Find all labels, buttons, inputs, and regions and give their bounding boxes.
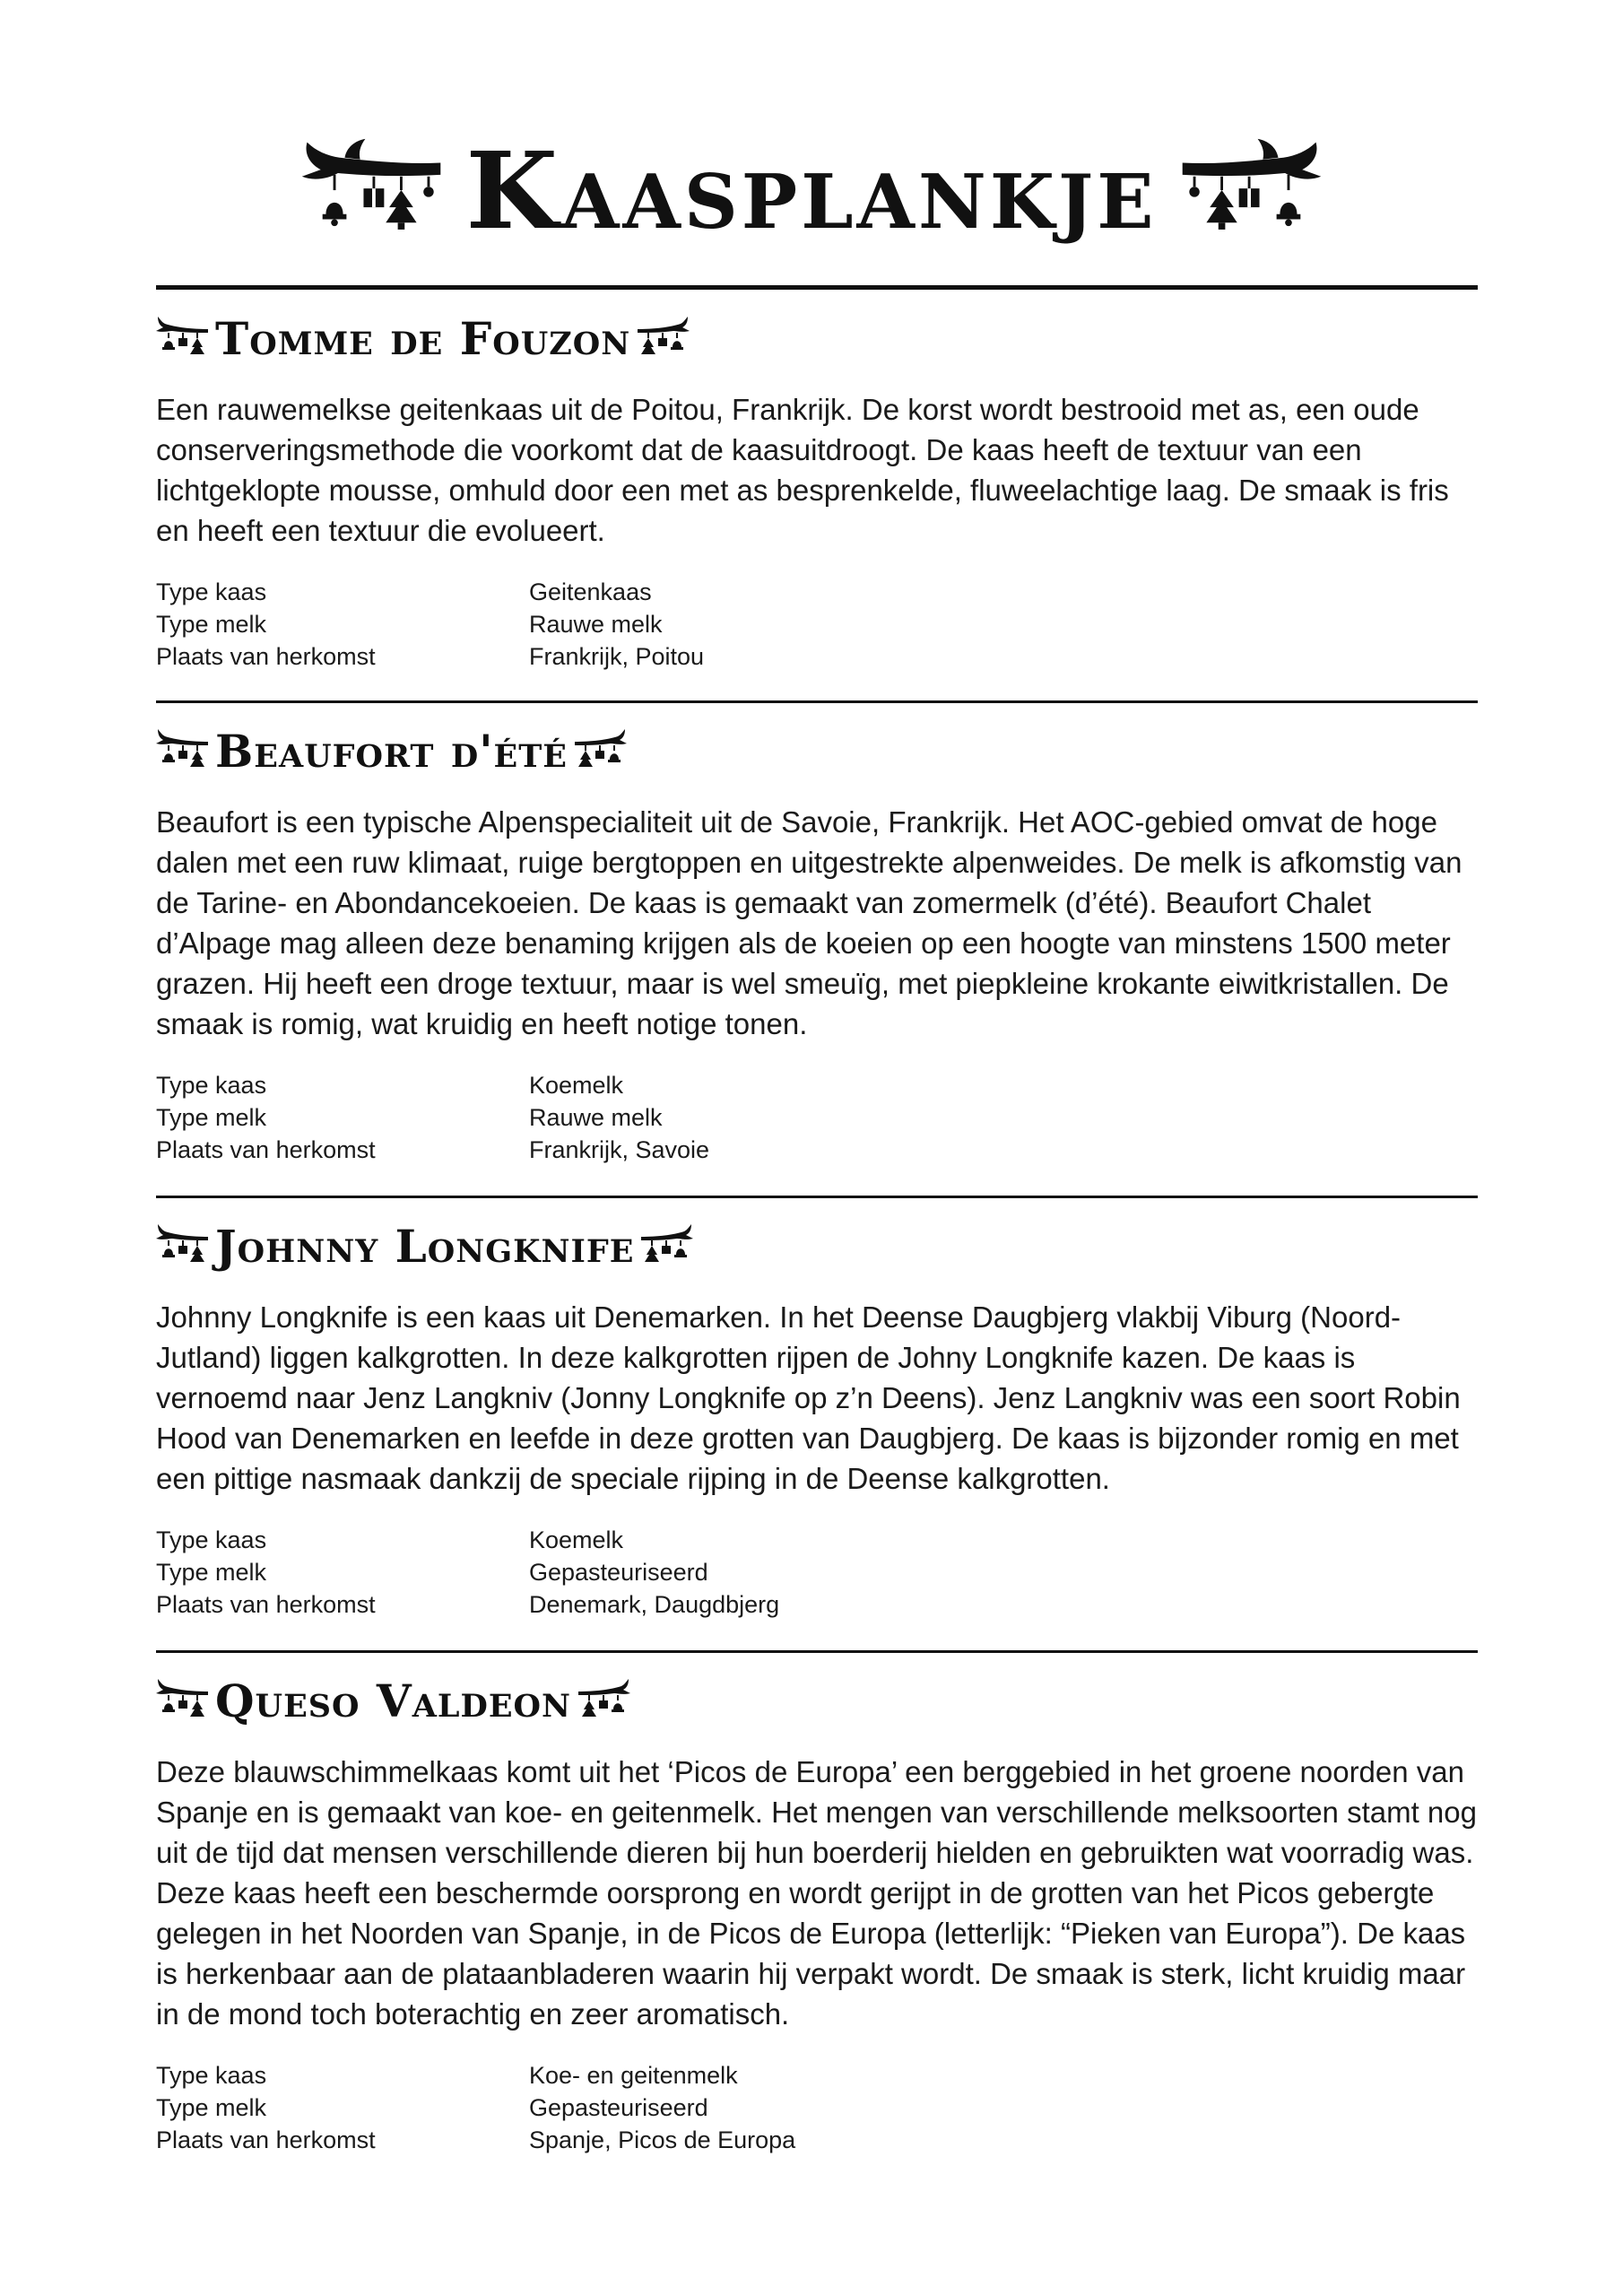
title-divider	[156, 285, 1478, 290]
fact-value: Rauwe melk	[529, 611, 663, 638]
cheese-heading	[156, 714, 1478, 789]
fact-label: Type kaas	[156, 578, 267, 605]
cheese-section	[156, 1664, 1478, 2156]
fact-value: Denemark, Daugdbjerg	[529, 1591, 780, 1618]
cheese-name: Tomme de Fouzon	[215, 312, 631, 365]
cheese-section	[156, 1209, 1478, 1621]
fact-label: Plaats van herkomst	[156, 1591, 376, 1618]
fact-label: Type kaas	[156, 2062, 267, 2089]
cheese-section	[156, 714, 1478, 1166]
cheese-facts	[156, 1069, 1478, 1166]
fact-label: Type melk	[156, 1104, 267, 1131]
fact-row	[156, 2124, 1478, 2156]
fact-value: Spanje, Picos de Europa	[529, 2126, 796, 2153]
antler-ornaments-icon	[156, 1679, 210, 1724]
fact-label: Type melk	[156, 611, 267, 638]
fact-row	[156, 640, 1478, 673]
title-row	[0, 115, 1623, 267]
cheese-facts	[156, 2059, 1478, 2156]
cheese-description: Johnny Longknife is een kaas uit Denemarken. In het Deense Daugbjerg vlakbij Viburg (Noord-Jutland) liggen kalkgrotten. In deze kalkgrotten rijpen de Johny Longknife kazen. De kaas is vernoemd naar Jenz Langkniv (Jonny Longknife op z’n Deens). Jenz Langkniv was een soort Robin Hood van Denemarken en leefde in deze grotten van Daugbjerg. De kaas is bijzonder romig en met een pittige nasmaak dankzij de speciale rijping in de Deense kalkgrotten.	[156, 1300, 1461, 1495]
antler-ornaments-icon	[295, 135, 449, 247]
fact-label: Type melk	[156, 1559, 267, 1586]
fact-value: Koemelk	[529, 1526, 624, 1553]
fact-label: Type kaas	[156, 1526, 267, 1553]
antler-ornaments-icon	[636, 317, 690, 361]
cheese-name: Beaufort d'été	[215, 725, 568, 778]
fact-value: Gepasteuriseerd	[529, 1559, 708, 1586]
fact-row	[156, 1588, 1478, 1621]
fact-row	[156, 1556, 1478, 1588]
section-divider	[156, 1650, 1478, 1653]
antler-ornaments-icon	[156, 729, 210, 774]
fact-value: Frankrijk, Poitou	[529, 643, 705, 670]
fact-row	[156, 608, 1478, 640]
antler-ornaments-icon	[156, 1224, 210, 1269]
antler-ornaments-icon	[1174, 135, 1328, 247]
cheese-section	[156, 301, 1478, 673]
fact-row	[156, 1524, 1478, 1556]
cheese-facts	[156, 1524, 1478, 1621]
fact-label: Type melk	[156, 2094, 267, 2121]
fact-value: Koemelk	[529, 1072, 624, 1099]
fact-row	[156, 576, 1478, 608]
cheese-description: Een rauwemelkse geitenkaas uit de Poitou, Frankrijk. De korst wordt bestrooid met as, een oude conserveringsmethode die voorkomt dat de kaasuitdroogt. De kaas heeft de textuur van een lichtgeklopte mousse, omhuld door een met as besprenkelde, fluweelachtige laag. De smaak is fris en heeft een textuur die evolueert.	[156, 393, 1449, 547]
antler-ornaments-icon	[573, 729, 627, 774]
cheese-facts	[156, 576, 1478, 673]
page-title: Kaasplankje	[465, 128, 1158, 253]
fact-row	[156, 1101, 1478, 1134]
cheese-description: Beaufort is een typische Alpenspecialiteit uit de Savoie, Frankrijk. Het AOC-gebied omvat de hoge dalen met een ruw klimaat, ruige bergtoppen en uitgestrekte alpenweides. De melk is afkomstig van de Tarine- en Abondancekoeien. De kaas is gemaakt van zomermelk (d’été). Beaufort Chalet d’Alpage mag alleen deze benaming krijgen als de koeien op een hoogte van minstens 1500 meter grazen. Hij heeft een droge textuur, maar is wel smeuïg, met piepkleine krokante eiwitkristallen. De smaak is romig, wat kruidig en heeft notige tonen.	[156, 805, 1462, 1040]
cheese-heading	[156, 1664, 1478, 1739]
cheese-name: Johnny Longknife	[215, 1220, 635, 1273]
antler-ornaments-icon	[577, 1679, 630, 1724]
fact-row	[156, 1134, 1478, 1166]
fact-label: Plaats van herkomst	[156, 1136, 376, 1163]
fact-value: Gepasteuriseerd	[529, 2094, 708, 2121]
cheese-heading	[156, 301, 1478, 377]
fact-value: Frankrijk, Savoie	[529, 1136, 710, 1163]
fact-value: Koe- en geitenmelk	[529, 2062, 738, 2089]
fact-label: Type kaas	[156, 1072, 267, 1099]
fact-label: Plaats van herkomst	[156, 2126, 376, 2153]
antler-ornaments-icon	[156, 317, 210, 361]
fact-row	[156, 1069, 1478, 1101]
section-divider	[156, 700, 1478, 703]
cheese-heading	[156, 1209, 1478, 1284]
fact-label: Plaats van herkomst	[156, 643, 376, 670]
fact-value: Geitenkaas	[529, 578, 652, 605]
antler-ornaments-icon	[639, 1224, 693, 1269]
fact-row	[156, 2059, 1478, 2092]
section-divider	[156, 1196, 1478, 1198]
fact-value: Rauwe melk	[529, 1104, 663, 1131]
fact-row	[156, 2092, 1478, 2124]
cheese-description: Deze blauwschimmelkaas komt uit het ‘Picos de Europa’ een berggebied in het groene noorden van Spanje en is gemaakt van koe- en geitenmelk. Het mengen van verschillende melksoorten stamt nog uit de tijd dat mensen verschillende dieren bij hun boerderij hielden en gebruikten wat voorradig was. Deze kaas heeft een beschermde oorsprong en wordt gerijpt in de grotten van het Picos gebergte gelegen in het Noorden van Spanje, in de Picos de Europa (letterlijk: “Pieken van Europa”). De kaas is herkenbaar aan de plataanbladeren waarin hij verpakt wordt. De smaak is sterk, licht kruidig maar in de mond toch boterachtig en zeer aromatisch.	[156, 1755, 1477, 2031]
cheese-name: Queso Valdeon	[215, 1674, 571, 1727]
